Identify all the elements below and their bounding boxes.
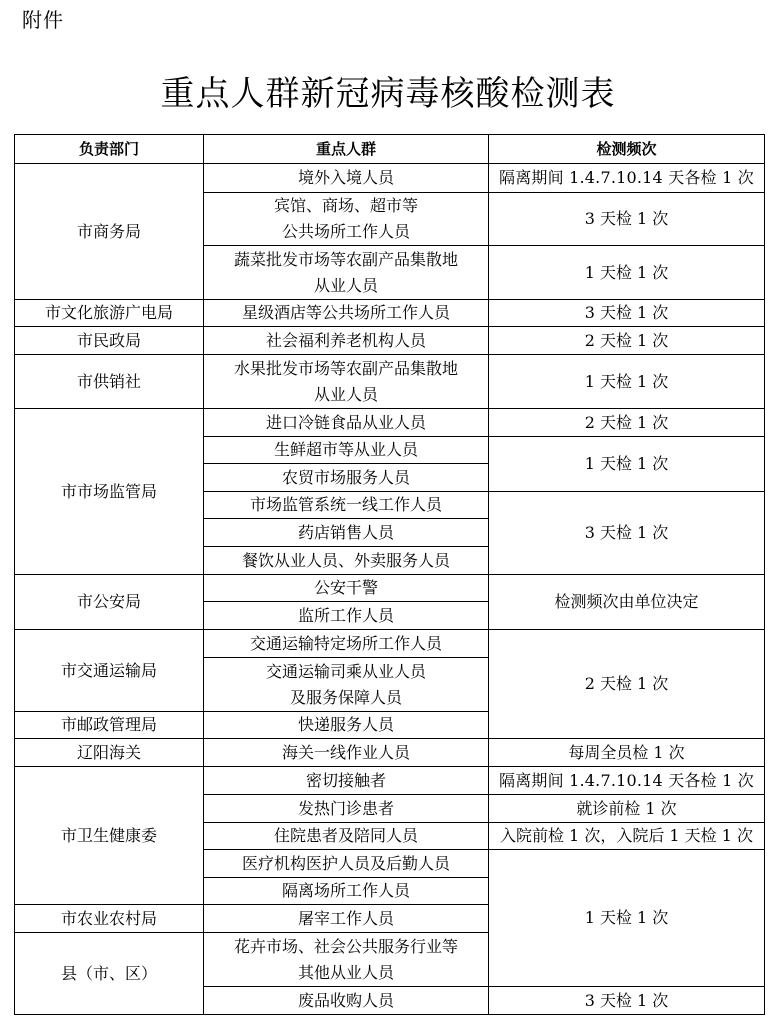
table-row: [15, 327, 765, 355]
group-cell: 药店销售人员: [204, 519, 489, 547]
group-cell: 星级酒店等公共场所工作人员: [204, 300, 489, 327]
group-cell: 进口冷链食品从业人员: [204, 409, 489, 437]
dept-supply: 市供销社: [15, 355, 204, 409]
table-row: [15, 409, 765, 437]
freq-cell: 每周全员检 1 次: [489, 739, 765, 767]
group-line: 从业人员: [313, 275, 378, 295]
dept-agri: 市农业农村局: [15, 905, 204, 933]
table-row: [15, 300, 765, 327]
dept-commerce: 市商务局: [15, 164, 204, 300]
table-row: [15, 767, 765, 795]
group-cell: 快递服务人员: [204, 712, 489, 739]
freq-cell: 隔离期间 1.4.7.10.14 天各检 1 次: [489, 164, 765, 193]
group-line: 蔬菜批发市场等农副产品集散地: [233, 249, 458, 269]
freq-cell: 3 天检 1 次: [489, 987, 765, 1015]
group-cell: 海关一线作业人员: [204, 739, 489, 767]
group-line: 宾馆、商场、超市等: [273, 196, 418, 215]
group-cell: 生鲜超市等从业人员: [204, 437, 489, 464]
dept-market: 市市场监管局: [15, 409, 204, 575]
freq-cell: 2 天检 1 次: [489, 409, 765, 437]
group-cell: [204, 355, 489, 409]
group-line: 从业人员: [313, 384, 378, 404]
table-row: [15, 739, 765, 767]
dept-county: 县（市、区）: [15, 933, 204, 1015]
table-row: [15, 575, 765, 602]
group-cell: [204, 193, 489, 246]
dept-culture: 市文化旅游广电局: [15, 300, 204, 327]
group-cell: [204, 246, 489, 300]
dept-civil: 市民政局: [15, 327, 204, 355]
dept-transport: 市交通运输局: [15, 630, 204, 712]
group-cell: 境外入境人员: [204, 164, 489, 193]
group-line: 及服务保障人员: [289, 687, 402, 707]
group-cell: 交通运输特定场所工作人员: [204, 630, 489, 658]
table-row: [15, 164, 765, 193]
freq-cell: 隔离期间 1.4.7.10.14 天各检 1 次: [489, 767, 765, 795]
freq-cell: 2 天检 1 次: [489, 630, 765, 739]
group-cell: 发热门诊患者: [204, 795, 489, 823]
freq-cell: 1 天检 1 次: [489, 246, 765, 300]
group-cell: 医疗机构医护人员及后勤人员: [204, 850, 489, 878]
header-group: 重点人群: [204, 135, 489, 164]
group-cell: 监所工作人员: [204, 602, 489, 630]
header-dept: 负责部门: [15, 135, 204, 164]
group-line: 交通运输司乘从业人员: [265, 661, 426, 681]
dept-police: 市公安局: [15, 575, 204, 630]
group-cell: 住院患者及陪同人员: [204, 823, 489, 850]
freq-cell: 1 天检 1 次: [489, 850, 765, 987]
freq-cell: 2 天检 1 次: [489, 327, 765, 355]
attachment-label: 附件: [22, 8, 64, 32]
group-cell: 屠宰工作人员: [204, 905, 489, 933]
group-cell: 密切接触者: [204, 767, 489, 795]
group-cell: 社会福利养老机构人员: [204, 327, 489, 355]
dept-customs: 辽阳海关: [15, 739, 204, 767]
group-line: 公共场所工作人员: [281, 222, 410, 241]
group-cell: 公安干警: [204, 575, 489, 602]
freq-cell: 检测频次由单位决定: [489, 575, 765, 630]
group-cell: [204, 658, 489, 712]
table-row: [15, 355, 765, 409]
freq-cell: 3 天检 1 次: [489, 492, 765, 575]
group-cell: 隔离场所工作人员: [204, 878, 489, 905]
group-cell: 餐饮从业人员、外卖服务人员: [204, 547, 489, 575]
freq-cell: 就诊前检 1 次: [489, 795, 765, 823]
document-title: 重点人群新冠病毒核酸检测表: [160, 74, 616, 114]
group-line: 花卉市场、社会公共服务行业等: [233, 936, 458, 956]
group-line: 其他从业人员: [297, 962, 394, 982]
header-row: [15, 135, 765, 164]
group-cell: 农贸市场服务人员: [204, 464, 489, 492]
dept-postal: 市邮政管理局: [15, 712, 204, 739]
freq-cell: 1 天检 1 次: [489, 355, 765, 409]
freq-cell: 3 天检 1 次: [489, 193, 765, 246]
header-freq: 检测频次: [489, 135, 765, 164]
group-line: 水果批发市场等农副产品集散地: [233, 358, 458, 378]
freq-cell: 入院前检 1 次，入院后 1 天检 1 次: [489, 823, 765, 850]
group-cell: 废品收购人员: [204, 987, 489, 1015]
group-cell: 市场监管系统一线工作人员: [204, 492, 489, 519]
freq-cell: 3 天检 1 次: [489, 300, 765, 327]
testing-table: [14, 134, 765, 1015]
freq-cell: 1 天检 1 次: [489, 437, 765, 492]
dept-health: 市卫生健康委: [15, 767, 204, 905]
group-cell: [204, 933, 489, 987]
table-row: [15, 630, 765, 658]
